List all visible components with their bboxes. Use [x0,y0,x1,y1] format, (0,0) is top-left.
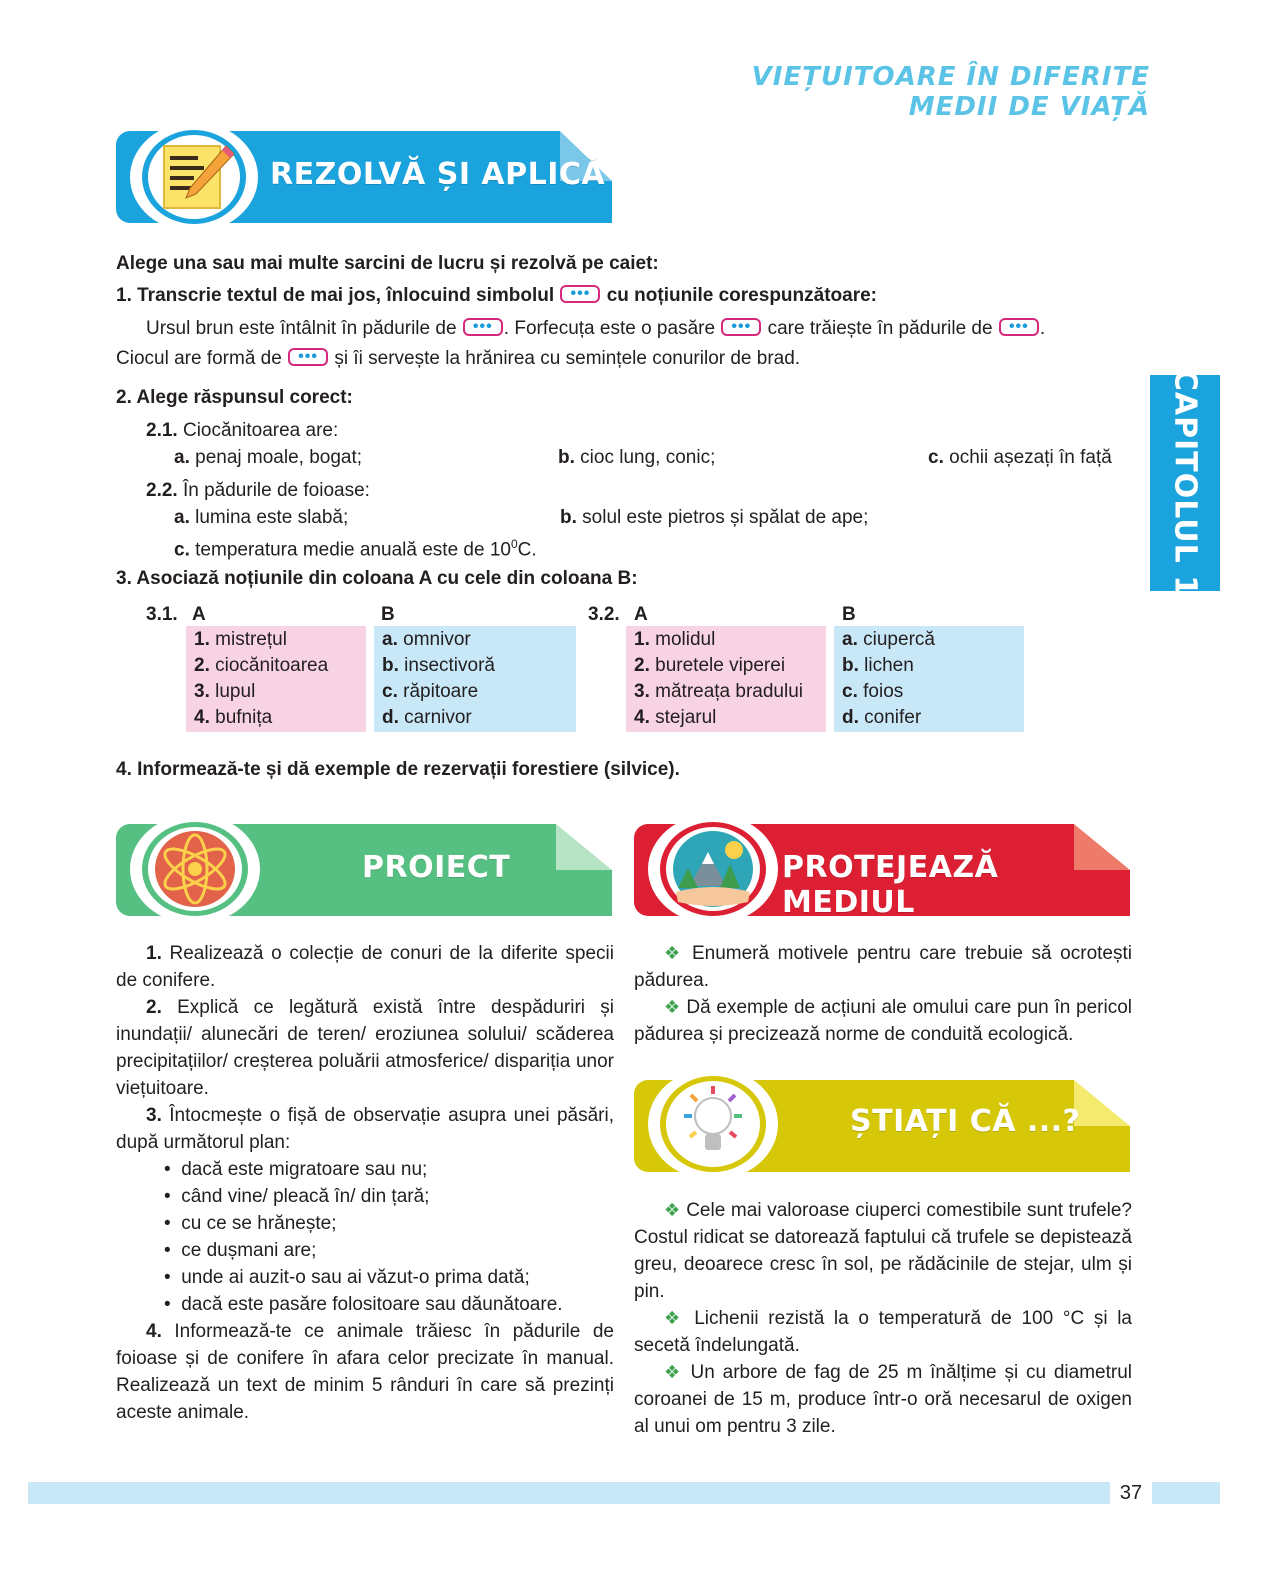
item-text: Cele mai valoroase ciuperci comestibile sunt trufele? Costul ridicat se datorează faptului că trufele se depistează greu, deoarece cresc în sol, pe rădăcinile de stejar, ulm și pin. [634,1200,1133,1302]
answer-2-1-c [928,444,1112,471]
exercise-1-text-part: . [1039,318,1046,339]
match-item-b [834,705,1024,731]
match-item-b [834,653,1024,679]
exercise-1-title-b: cu noțiunile corespunzătoare: [606,285,877,306]
item-text: dacă este migratoare sau nu; [181,1159,428,1180]
answer-text: cioc lung, conic; [580,447,716,468]
item-text: stejarul [655,707,717,728]
item-text: foios [863,681,904,702]
proiect-item-4 [116,1318,614,1426]
answer-letter: b. [558,447,575,468]
match-item-a [626,679,826,705]
proiect-item-1 [116,940,614,994]
diamond-bullet-icon: ❖ [664,1362,683,1382]
item-text: Explică ce legătură există între despăduriri și inundații/ alunecări de teren/ eroziunea solului/ scăderea precipitațiilor/ creșterea poluării atmosferice/ dispariția unor viețuitoare. [116,997,614,1099]
item-number: 4. [146,1321,162,1342]
item-text: dacă este pasăre folositoare sau dăunătoare. [181,1294,563,1315]
proiect-item-2 [116,994,614,1102]
answer-text: solul este pietros și spălat de ape; [582,507,869,528]
item-number: 4. [194,707,210,728]
match-item-a [626,705,826,731]
proiect-bullet-item [116,1291,614,1318]
item-text: Realizează o colecție de conuri de la diferite specii de conifere. [116,943,614,991]
placeholder-symbol-icon: ••• [721,318,761,336]
item-text: Întocmește o fișă de observație asupra unei păsări, după următorul plan: [116,1105,614,1153]
exercise-4-title: 4. Informează-te și dă exemple de rezervații forestiere (silvice). [116,759,680,780]
match-item-a [186,653,366,679]
stiati-text [634,1197,1132,1440]
placeholder-symbol-icon: ••• [463,318,503,336]
banner-protejeaza-title: PROTEJEAZĂ MEDIUL [782,850,999,920]
item-number: 2. [146,997,162,1018]
answer-2-1-a [174,444,362,471]
match-item-b [834,627,1024,653]
banner-protejeaza-icon-ring [648,814,778,924]
match-item-a [186,627,366,653]
proiect-bullet-list [116,1156,614,1318]
item-letter: a. [842,629,858,650]
item-number: 3. [634,681,650,702]
banner-stiati-icon-ring [648,1068,778,1180]
stiati-item [634,1197,1132,1305]
exercise-1-text-part: Ursul brun este întâlnit în pădurile de [146,318,457,339]
item-text: Enumeră motivele pentru care trebuie să ocrotești pădurea. [634,943,1132,991]
item-text: ciocănitoarea [215,655,329,676]
item-text: Lichenii rezistă la o temperatură de 100 °C și la secetă îndelungată. [634,1308,1133,1356]
answer-letter: c. [928,447,944,468]
bullet-dot-icon: • [164,1186,171,1207]
footer-bar [28,1482,1220,1504]
exercise-1-title-a: 1. Transcrie textul de mai jos, înlocuind simbolul [116,285,555,306]
exercise-1-text-part: Ciocul are formă de [116,348,282,369]
nature-hand-icon [670,828,756,910]
match-3-1-head-b: B [381,604,395,625]
atom-icon [152,828,238,910]
match-3-2-head-a: A [634,604,648,625]
item-text: molidul [655,629,716,650]
item-letter: c. [842,681,858,702]
placeholder-symbol-icon: ••• [560,285,600,303]
item-number: 1. [146,943,162,964]
item-text: lichen [864,655,914,676]
item-text: răpitoare [403,681,479,702]
chapter-side-tab [1150,368,1220,598]
item-number: 1. [194,629,210,650]
answer-letter: c. [174,539,190,561]
question-number: 2.1. [146,420,178,441]
item-text: insectivoră [404,655,495,676]
diamond-bullet-icon: ❖ [664,997,681,1017]
item-text: Dă exemple de acțiuni ale omului care pun în pericol pădurea și precizează norme de conduită ecologică. [634,997,1132,1045]
question-text: Ciocănitoarea are: [182,420,339,441]
item-text: mătreața bradului [655,681,804,702]
match-item-a [186,705,366,731]
item-number: 3. [194,681,210,702]
item-text: bufnița [215,707,273,728]
item-text: mistrețul [215,629,287,650]
diamond-bullet-icon: ❖ [664,1308,685,1328]
match-item-a [626,627,826,653]
item-letter: d. [842,707,859,728]
chapter-side-tab-label: CAPITOLUL 1 [1167,368,1203,598]
banner-rezolva-title: REZOLVĂ ȘI APLICĂ [270,157,606,192]
diamond-bullet-icon: ❖ [664,1200,681,1220]
answer-letter: a. [174,507,190,528]
question-2-2 [146,477,370,504]
question-2-1 [146,417,338,444]
protejeaza-item [634,940,1132,994]
answer-2-1-b [558,444,715,471]
exercises-intro: Alege una sau mai multe sarcini de lucru și rezolvă pe caiet: [116,253,659,274]
answer-2-2-c [174,531,537,563]
item-number: 2. [634,655,650,676]
item-text: unde ai auzit-o sau ai văzut-o prima dată; [181,1267,530,1288]
item-number: 2. [194,655,210,676]
item-letter: c. [382,681,398,702]
banner-proiect-icon-ring [130,814,260,924]
placeholder-symbol-icon: ••• [999,318,1039,336]
protejeaza-text [634,940,1132,1048]
stiati-item [634,1305,1132,1359]
exercise-1-text-line2 [116,345,1126,372]
placeholder-symbol-icon: ••• [288,348,328,366]
exercise-1-text-line1 [146,315,1126,342]
item-letter: d. [382,707,399,728]
item-letter: b. [842,655,859,676]
match-item-a [186,679,366,705]
item-text: carnivor [404,707,472,728]
match-item-b [374,653,576,679]
diamond-bullet-icon: ❖ [664,943,684,963]
match-3-1-number: 3.1. [146,604,178,625]
page-number: 37 [1110,1480,1152,1506]
match-item-b [834,679,1024,705]
stiati-item [634,1359,1132,1440]
match-item-b [374,627,576,653]
match-item-b [374,705,576,731]
item-letter: b. [382,655,399,676]
light-bulb-icon [670,1082,756,1166]
exercise-1-text-part: și îi servește la hrănirea cu semințele conurilor de brad. [334,348,801,369]
item-number: 4. [634,707,650,728]
answer-text: C. [517,539,537,561]
item-text: când vine/ pleacă în/ din țară; [181,1186,430,1207]
question-text: În pădurile de foioase: [182,480,370,501]
item-text: Un arbore de fag de 25 m înălțime și cu diametrul coroanei de 15 m, produce într-o oră necesarul de oxigen al unui om pentru 3 zile. [634,1362,1133,1437]
answer-letter: a. [174,447,190,468]
answer-letter: b. [560,507,577,528]
item-text: omnivor [403,629,471,650]
banner-proiect-title: PROIECT [362,850,511,885]
protejeaza-item [634,994,1132,1048]
exercise-1-text-part: . Forfecuța este o pasăre [503,318,716,339]
item-text: conifer [864,707,922,728]
proiect-bullet-item [116,1183,614,1210]
exercise-3-title: 3. Asociază noțiunile din coloana A cu cele din coloana B: [116,568,638,589]
banner-stiati-title: ȘTIAȚI CĂ ...? [850,1104,1081,1139]
bullet-dot-icon: • [164,1294,171,1315]
answer-2-2-b [560,504,868,531]
proiect-bullet-item [116,1156,614,1183]
chapter-title: VIEȚUITOARE ÎN DIFERITE MEDII DE VIAȚĂ [751,62,1150,122]
item-text: Informează-te ce animale trăiesc în pădurile de foioase și de conifere în afara celor precizate în manual. Realizează un text de minim 5 rânduri în care să prezinți aceste animale. [116,1321,615,1423]
answer-text: lumina este slabă; [195,507,349,528]
item-number: 1. [634,629,650,650]
degree-superscript: 0 [510,537,518,551]
pencil-notepad-icon [156,138,236,216]
answer-text: ochii așezați în față [949,447,1112,468]
item-text: cu ce se hrănește; [181,1213,337,1234]
item-number: 3. [146,1105,162,1126]
exercise-1-text-part: care trăiește în pădurile de [767,318,993,339]
question-number: 2.2. [146,480,178,501]
exercise-1-title [116,282,877,309]
proiect-text [116,940,614,1426]
item-text: lupul [215,681,256,702]
bullet-dot-icon: • [164,1159,171,1180]
proiect-bullet-item [116,1237,614,1264]
bullet-dot-icon: • [164,1267,171,1288]
item-text: ciupercă [863,629,935,650]
bullet-dot-icon: • [164,1213,171,1234]
proiect-bullet-item [116,1210,614,1237]
match-item-b [374,679,576,705]
exercise-2-title: 2. Alege răspunsul corect: [116,387,353,408]
proiect-bullet-item [116,1264,614,1291]
answer-text: temperatura medie anuală este de 10 [195,539,511,561]
proiect-item-3 [116,1102,614,1156]
answer-text: penaj moale, bogat; [195,447,363,468]
match-3-2-number: 3.2. [588,604,620,625]
item-text: ce dușmani are; [181,1240,317,1261]
item-text: buretele viperei [655,655,786,676]
bullet-dot-icon: • [164,1240,171,1261]
item-letter: a. [382,629,398,650]
match-3-2-head-b: B [842,604,856,625]
banner-rezolva-icon-ring [130,122,258,232]
match-item-a [626,653,826,679]
answer-2-2-a [174,504,348,531]
match-3-1-head-a: A [192,604,206,625]
